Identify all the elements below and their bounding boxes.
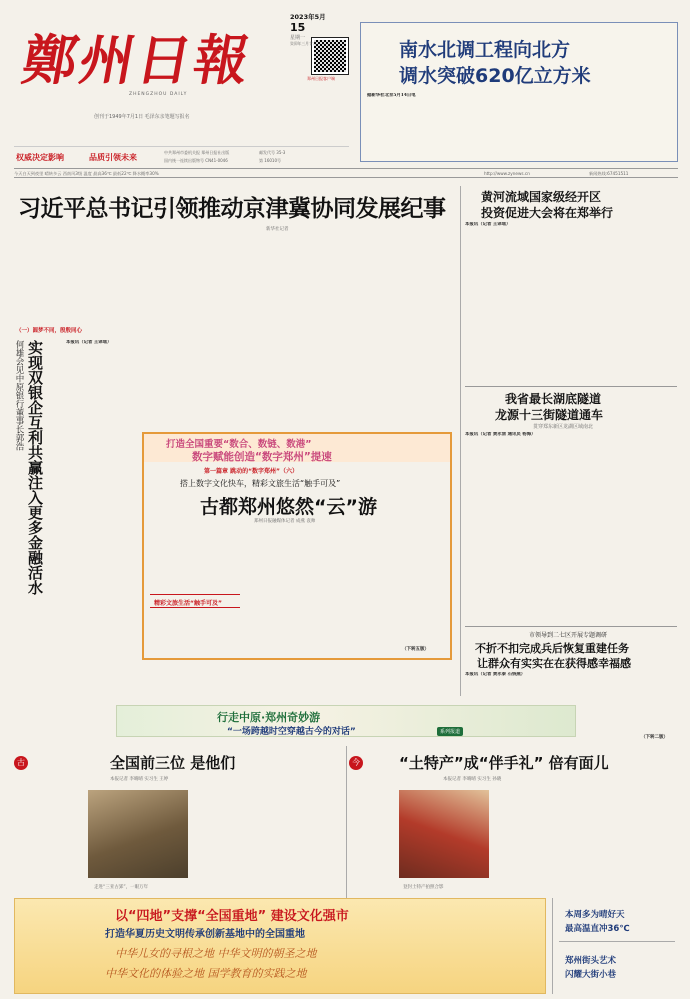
lead-story-title: 习近平总书记引领推动京津冀协同发展纪事 [18, 196, 446, 222]
masthead-title: 鄭州日報 [17, 28, 258, 92]
feature-banner [144, 434, 450, 462]
masthead-english: ZHENGZHOU DAILY [129, 92, 188, 97]
bottom-right-body-a [351, 790, 395, 890]
right-story-1[interactable] [465, 186, 679, 386]
promo-weather-line2: 最高温直冲36℃ [565, 924, 630, 934]
right-story3-kicker: 市领导到二七区开展专题调研 [529, 632, 608, 639]
promo-art[interactable] [559, 948, 675, 988]
right-divider-2 [465, 626, 677, 627]
bottom-left-byline: 本报记者 李晴晴 实习生 王婷 [110, 777, 169, 782]
slogan-left: 权威决定影响 [16, 153, 64, 162]
date-day: 15 [290, 21, 306, 34]
bottom-right-photo [399, 790, 489, 878]
left-story-kicker: 何雄会见中原银行董事长郭浩 [14, 340, 24, 451]
feature-sub-head: 精彩文旅生活“触手可及” [150, 594, 240, 608]
post-code: 邮发代号 35-3 [259, 150, 286, 155]
feature-body-col1 [150, 528, 240, 588]
feature-headline: 古都郑州悠然“云”游 [200, 496, 377, 518]
bottom-right-story[interactable] [346, 746, 678, 898]
date-block [290, 12, 340, 47]
bottom-left-body-b [192, 790, 342, 890]
promo-banner-line1: 行走中原·郑州奇妙游 [217, 711, 321, 724]
right-story2-title-line2: 龙源十三街隧道通车 [495, 408, 604, 422]
ancient-badge: 古 [14, 756, 28, 770]
footer-ad-line3: 中华儿女的寻根之地 中华文明的朝圣之地 [115, 947, 317, 960]
right-story1-title-line2: 投资促进大会将在郑举行 [481, 206, 614, 220]
right-story1-title-line1: 黄河流域国家级经开区 [481, 190, 602, 204]
right-story1-body: 本报讯（记者 王译瑶） [465, 222, 511, 227]
top-story[interactable] [360, 22, 678, 162]
weather-strip [14, 168, 678, 178]
bottom-right-byline: 本报记者 李晴晴 实习生 孙晓 [443, 777, 502, 782]
bottom-left-photo [88, 790, 188, 878]
bottom-left-body-a [14, 790, 84, 890]
right-column [460, 186, 678, 740]
left-story-body: 本报讯（记者 王译瑶） [66, 340, 112, 345]
right-story2-sub: 贯穿郑东新区龙湖区域南北 [533, 424, 594, 430]
bottom-right-title: “土特产”成“伴手礼” 倍有面儿 [399, 754, 609, 772]
cn-number: 国内统一连续出版物号 CN41-0046 [164, 158, 228, 163]
hotline: 新闻热线:67451511 [589, 171, 629, 176]
feature-banner-line2: 数字赋能创造“数字郑州”提速 [192, 451, 332, 463]
slogan-bar [14, 146, 349, 166]
feature-body-col2 [244, 528, 444, 648]
promo-weather-line1: 本周多为晴好天 [565, 910, 625, 920]
bottom-right-caption: 登封土特产拍照合影 [403, 885, 444, 890]
date-lunar: 癸卯年三月廿六 [290, 41, 317, 46]
center-feature[interactable] [142, 432, 452, 660]
footer-ad-line1: 以“四地”支撑“全国重地” 建设文化强市 [115, 909, 349, 924]
date-weekday: 星期一 [290, 35, 306, 41]
lead-story-byline: 新华社记者 [266, 227, 289, 232]
right-story3-next-page: （下转二版） [641, 735, 668, 740]
feature-byline: 郑州日报融媒体记者 成燕 袁帅 [254, 519, 316, 524]
modern-badge: 今 [349, 756, 363, 770]
lead-story-body [14, 238, 454, 326]
weather-text: 今天白天到夜里 晴转多云 西南风3级 温度 最高36℃ 最低22℃ 降水概率30% [14, 171, 159, 176]
bottom-left-story[interactable] [14, 746, 344, 898]
feature-banner-line1: 打造全国重要“数合、数链、数港” [166, 439, 312, 450]
bottom-right-body-b [493, 790, 677, 890]
promo-banner-line2: “一场跨越时空穿越古今的对话” [227, 727, 356, 737]
bottom-left-caption: 走进“三亚古郢”，一眼万年 [94, 885, 149, 890]
feature-next-page: （下转五版） [402, 647, 429, 652]
left-story[interactable] [14, 340, 152, 670]
right-story3-title-line1: 不折不扣完成兵后恢复重建任务 [475, 642, 629, 655]
right-story3-body: 本报讯（记者 黄永泰 石钱燕） [465, 672, 526, 677]
top-story-title-line2: 调水突破620亿立方米 [399, 65, 591, 87]
top-story-dateline: 据新华社北京5月14日电 [367, 93, 416, 98]
bottom-left-title: 全国前三位 是他们 [110, 754, 236, 772]
right-story3-title-line2: 让群众有实实在在获得感幸福感 [477, 657, 631, 670]
website-link[interactable]: http://www.zynews.cn [484, 171, 530, 176]
footer-ad-line2: 打造华夏历史文明传承创新基地中的全国重地 [105, 929, 305, 940]
footer-promos [552, 898, 678, 994]
lead-section-marker: （一）圆梦不同，殷殷同心 [16, 328, 83, 334]
feature-series: 第一篇章 跳动的“数字郑州”（六） [204, 468, 298, 475]
founded-note: 创刊于1949年7月1日 毛泽东亲笔题写报名 [94, 114, 190, 120]
sponsor: 中共郑州市委机关报 郑州日报社出版 [164, 150, 230, 155]
left-story-title: 实现双银企互利共赢注入更多金融活水 [26, 340, 44, 595]
top-story-body [367, 93, 673, 159]
footer-ad-line4: 中华文化的体验之地 国学教育的实践之地 [105, 967, 307, 980]
right-story2-body: 本报讯（记者 黄永清 通讯员 杨海） [465, 432, 536, 437]
footer-ad[interactable] [14, 898, 546, 994]
date-year-month: 2023年5月 [290, 13, 326, 21]
qr-caption: 郑州日报客户端 [307, 76, 335, 81]
promo-weather[interactable] [559, 902, 675, 942]
promo-banner-badge: 系列报道 [437, 727, 463, 736]
right-story-2[interactable] [465, 390, 679, 625]
promo-banner[interactable] [116, 705, 576, 737]
promo-art-line1: 郑州街头艺术 [565, 956, 617, 966]
right-story2-title-line1: 我省最长湖底隧道 [505, 392, 602, 406]
issue-number: 第 16010号 [259, 158, 281, 163]
slogan-right: 品质引领未来 [89, 153, 137, 162]
promo-art-line2: 闪耀大街小巷 [565, 970, 617, 980]
top-story-title-line1: 南水北调工程向北方 [399, 39, 571, 61]
feature-deck: 搭上数字文化快车，精彩文旅生活“触手可及” [180, 479, 341, 488]
right-divider-1 [465, 386, 677, 387]
